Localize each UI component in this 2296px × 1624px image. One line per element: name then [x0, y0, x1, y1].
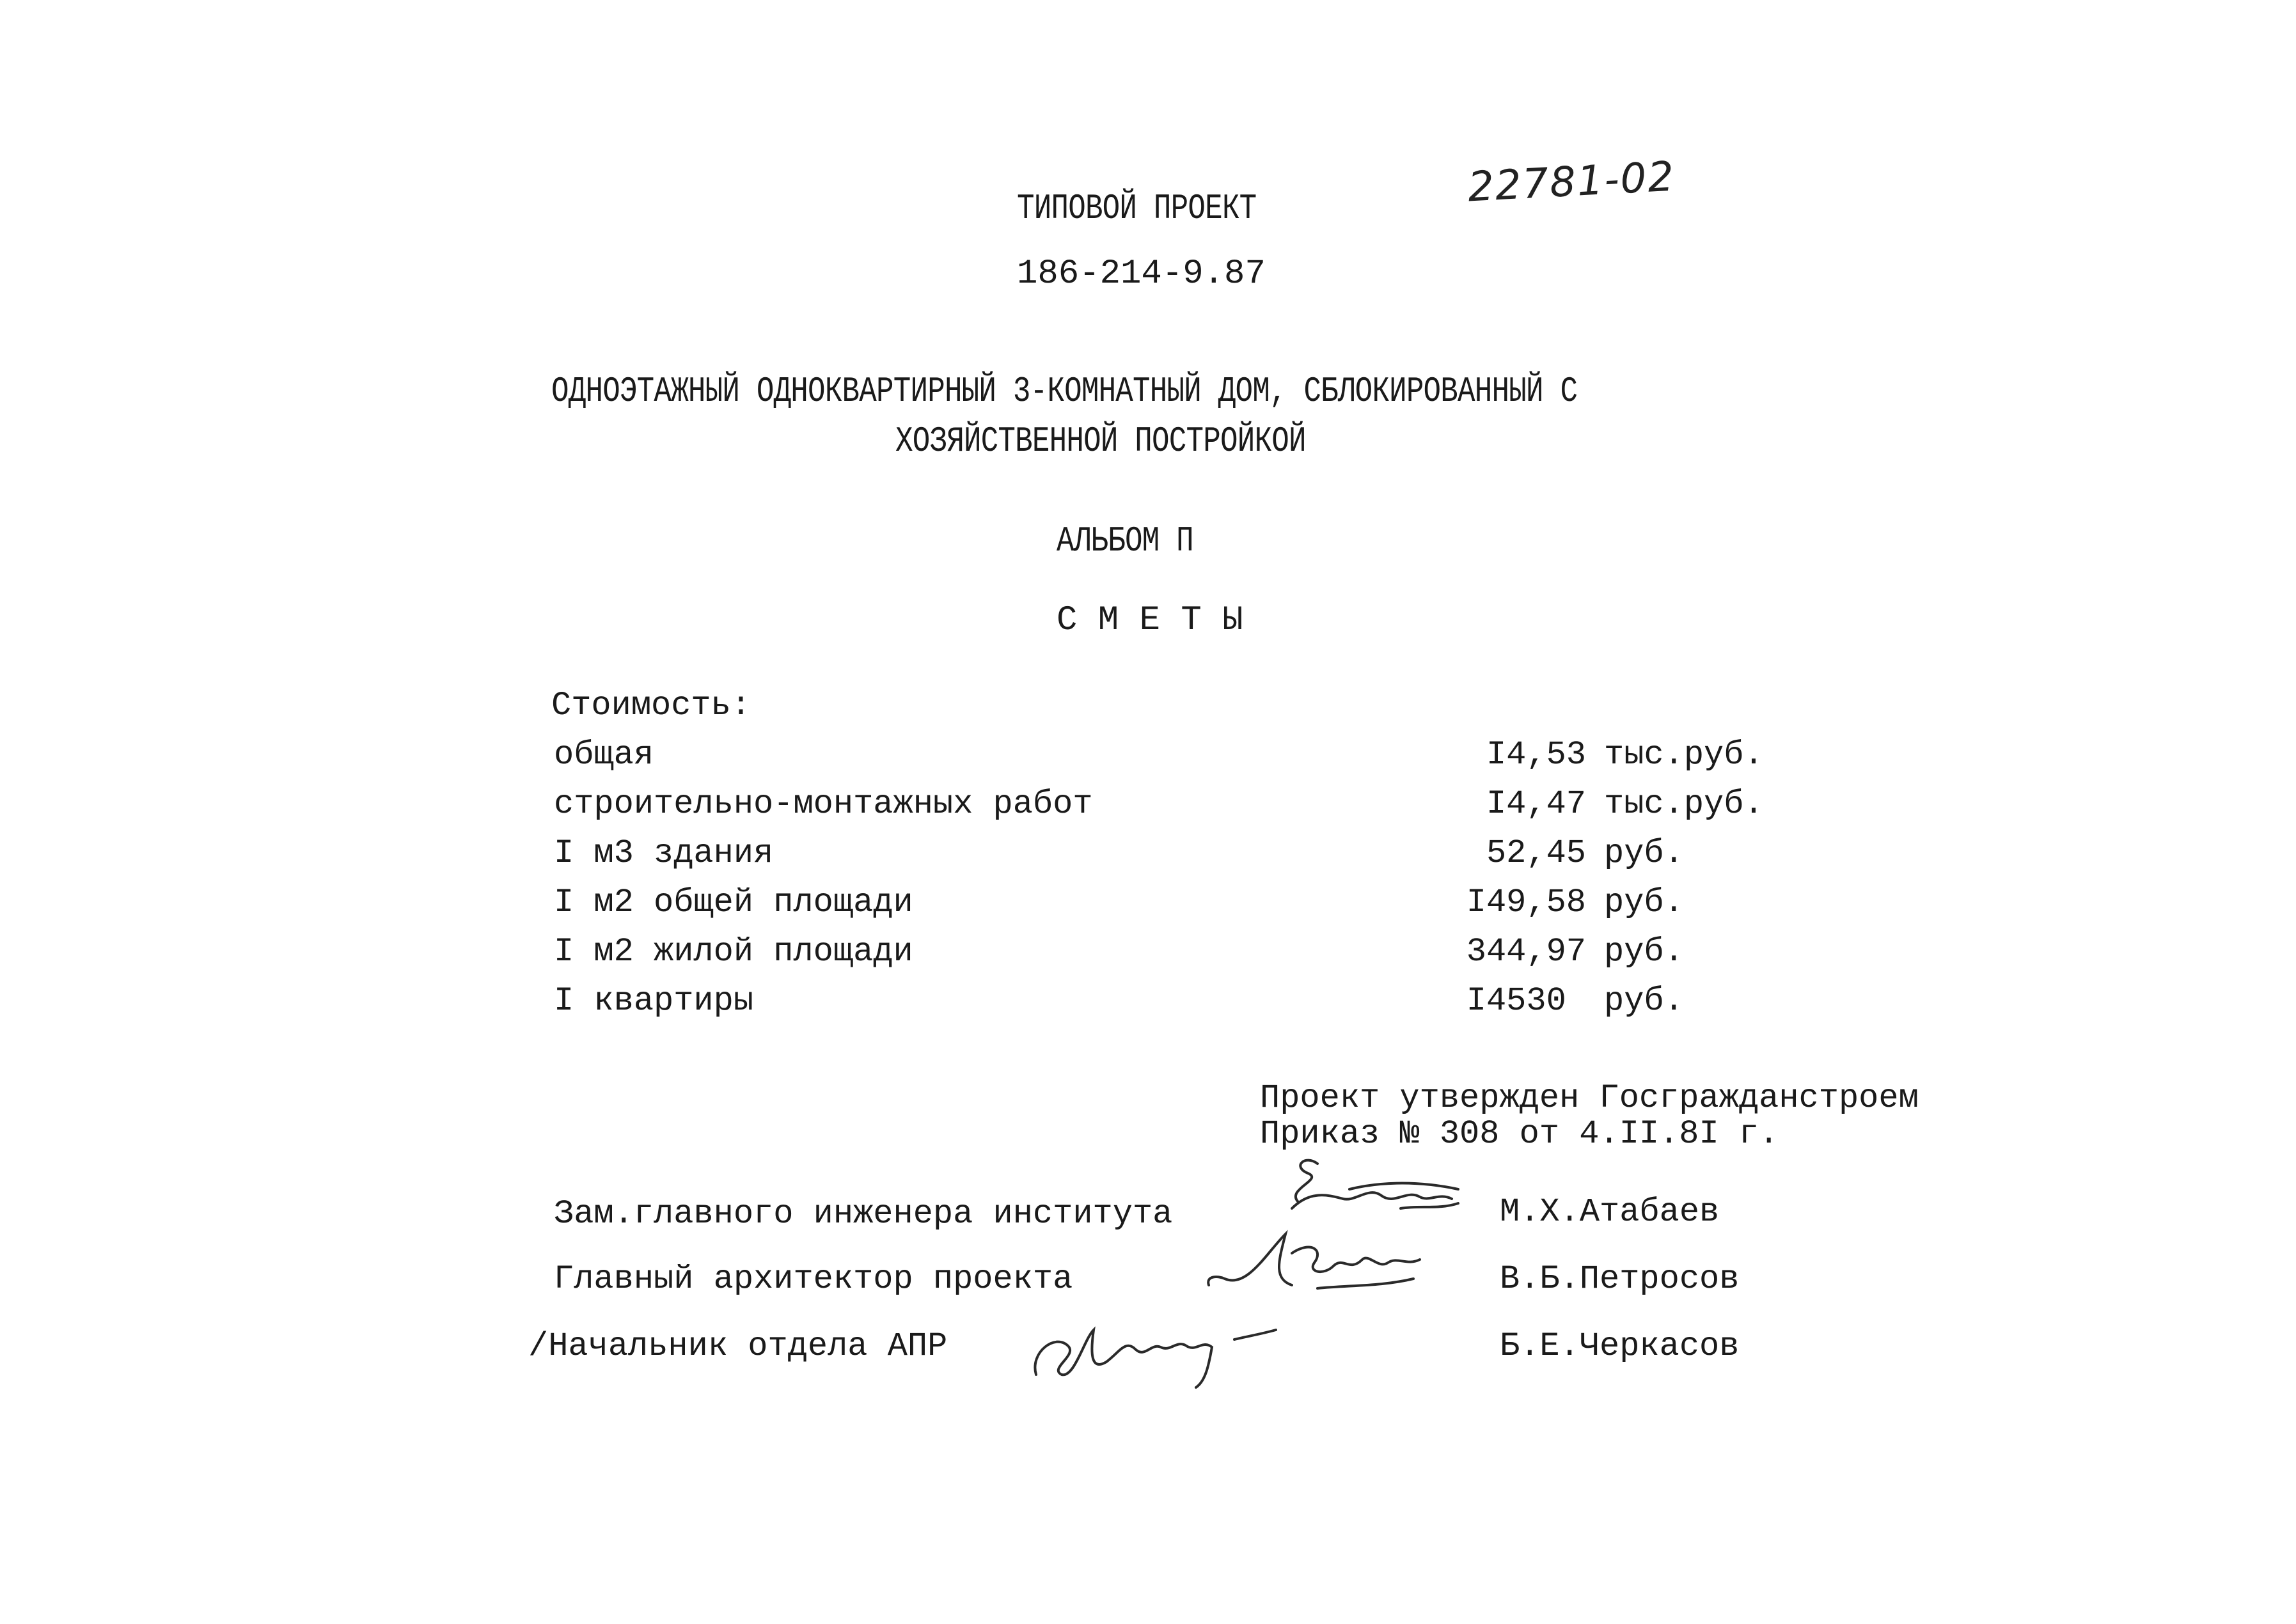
cost-row-unit: руб.: [1604, 834, 1684, 872]
cost-row-value: I4,53: [1486, 736, 1586, 774]
project-code: 186-214-9.87: [1017, 254, 1266, 293]
cost-row-value: I49,58: [1466, 884, 1586, 921]
cost-row-value: 52,45: [1486, 834, 1586, 872]
cost-row-label: I м3 здания: [554, 834, 774, 872]
cost-row-label: I м2 жилой площади: [554, 933, 913, 971]
cost-row-unit: руб.: [1604, 982, 1684, 1020]
section-title: С М Е Т Ы: [1057, 601, 1243, 640]
cost-row-value: I4,47: [1486, 785, 1586, 823]
signatory-position: Главный архитектор проекта: [554, 1260, 1073, 1298]
cost-row-value: 344,97: [1466, 933, 1586, 971]
cost-row-value: I4530: [1466, 982, 1586, 1020]
handwritten-doc-number: 22781-02: [1466, 153, 1676, 212]
signatory-name: М.Х.Атабаев: [1500, 1193, 1720, 1231]
signature-cherkasov: [1023, 1301, 1292, 1397]
document-title-line-2: ХОЗЯЙСТВЕННОЙ ПОСТРОЙКОЙ: [895, 421, 1306, 462]
approval-line-2: Приказ № 308 от 4.II.8I г.: [1260, 1115, 1779, 1153]
cost-row-unit: тыс.руб.: [1604, 736, 1764, 774]
cost-row-unit: руб.: [1604, 884, 1684, 921]
cost-row-unit: руб.: [1604, 933, 1684, 971]
signature-petrosov: [1196, 1215, 1439, 1311]
approval-line-1: Проект утвержден Госгражданстроем: [1260, 1079, 1919, 1117]
signatory-position: Зам.главного инженера института: [554, 1195, 1173, 1233]
cost-row-label: общая: [554, 736, 654, 774]
album-label: АЛЬБОМ П: [1057, 520, 1193, 561]
cost-row-label: строительно-монтажных работ: [554, 785, 1093, 823]
signatory-name: В.Б.Петросов: [1500, 1260, 1740, 1298]
cost-row-label: I квартиры: [554, 982, 754, 1020]
signatory-position: /Начальник отдела АПР: [528, 1327, 948, 1365]
cost-row-unit: тыс.руб.: [1604, 785, 1764, 823]
signatory-name: Б.Е.Черкасов: [1500, 1327, 1740, 1365]
document-title-line-1: ОДНОЭТАЖНЫЙ ОДНОКВАРТИРНЫЙ 3-КОМНАТНЫЙ ДОМ, СБЛОКИРОВАННЫЙ С: [551, 371, 1578, 412]
cost-row-label: I м2 общей площади: [554, 884, 913, 921]
project-type-heading: ТИПОВОЙ ПРОЕКТ: [1017, 188, 1257, 229]
cost-heading: Стоимость:: [551, 687, 751, 724]
